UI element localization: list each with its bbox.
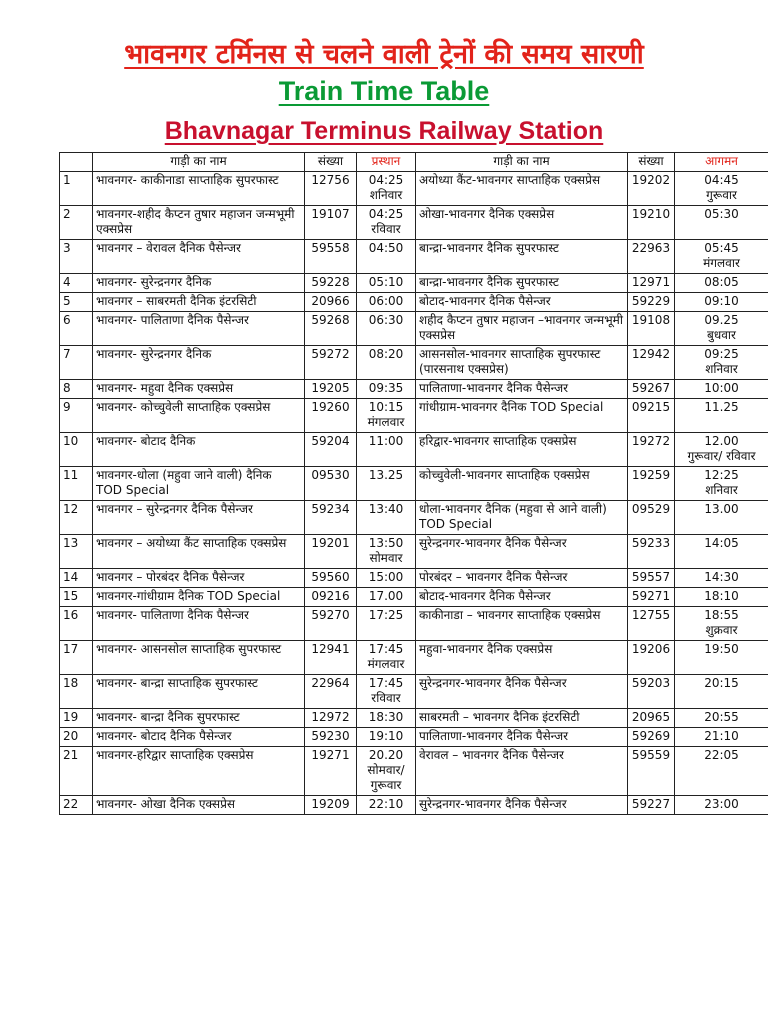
- table-row: [60, 501, 768, 535]
- arrival-train-number: 59559: [628, 747, 675, 796]
- arrival-train-name: सुरेन्द्रनगर-भावनगर दैनिक पैसेन्जर: [416, 675, 628, 709]
- arrival-time-cell: [675, 569, 768, 588]
- header-departure-train-name: गाड़ी का नाम: [93, 153, 305, 172]
- arrival-time: 21:10: [704, 729, 739, 743]
- arrival-time-cell: [675, 796, 768, 815]
- arrival-train-name: आसनसोल-भावनगर साप्ताहिक सुपरफास्ट (पारसनाथ एक्सप्रेस): [416, 346, 628, 380]
- header-arrival-train-name: गाड़ी का नाम: [416, 153, 628, 172]
- departure-time-cell: [357, 346, 416, 380]
- departure-time-cell: [357, 293, 416, 312]
- arrival-train-number: 59229: [628, 293, 675, 312]
- arrival-time-cell: [675, 433, 768, 467]
- departure-time: 05:10: [368, 275, 404, 289]
- table-row: [60, 641, 768, 675]
- serial-number: 18: [60, 675, 93, 709]
- departure-train-number: 19205: [305, 380, 357, 399]
- departure-time: 20.20: [368, 748, 404, 762]
- arrival-time-cell: [675, 728, 768, 747]
- departure-train-number: 09530: [305, 467, 357, 501]
- arrival-time: 14:30: [704, 570, 739, 584]
- arrival-train-name: हरिद्वार-भावनगर साप्ताहिक एक्सप्रेस: [416, 433, 628, 467]
- departure-time: 04:25: [368, 207, 404, 221]
- arrival-day: शुक्रवार: [705, 623, 738, 637]
- departure-train-number: 19107: [305, 206, 357, 240]
- arrival-train-number: 59203: [628, 675, 675, 709]
- table-row: [60, 709, 768, 728]
- departure-train-name: भावनगर- बान्द्रा साप्ताहिक सुपरफास्ट: [93, 675, 305, 709]
- serial-number: 5: [60, 293, 93, 312]
- serial-number: 16: [60, 607, 93, 641]
- serial-number: 20: [60, 728, 93, 747]
- departure-time-cell: [357, 433, 416, 467]
- arrival-train-number: 19206: [628, 641, 675, 675]
- departure-time: 06:30: [368, 313, 404, 327]
- departure-train-number: 19260: [305, 399, 357, 433]
- arrival-time: 20:55: [704, 710, 739, 724]
- arrival-time-cell: [675, 675, 768, 709]
- arrival-time-cell: [675, 535, 768, 569]
- table-row: [60, 206, 768, 240]
- serial-number: 22: [60, 796, 93, 815]
- serial-number: 8: [60, 380, 93, 399]
- serial-number: 10: [60, 433, 93, 467]
- arrival-train-number: 59233: [628, 535, 675, 569]
- departure-time: 10:15: [368, 400, 404, 414]
- departure-train-name: भावनगर- महुवा दैनिक एक्सप्रेस: [93, 380, 305, 399]
- arrival-time: 12.00: [704, 434, 739, 448]
- departure-train-number: 19271: [305, 747, 357, 796]
- serial-number: 1: [60, 172, 93, 206]
- arrival-train-name: शहीद कैप्टन तुषार महाजन –भावनगर जन्मभूमी एक्सप्रेस: [416, 312, 628, 346]
- arrival-time: 23:00: [704, 797, 739, 811]
- departure-time: 17.00: [368, 589, 404, 603]
- arrival-time-cell: [675, 747, 768, 796]
- arrival-train-name: बान्द्रा-भावनगर दैनिक सुपरफास्ट: [416, 274, 628, 293]
- departure-train-number: 59228: [305, 274, 357, 293]
- table-row: [60, 796, 768, 815]
- departure-time-cell: [357, 206, 416, 240]
- arrival-time: 05:45: [704, 241, 739, 255]
- serial-number: 2: [60, 206, 93, 240]
- header-arrival-time: आगमन: [675, 153, 768, 172]
- arrival-train-number: 19259: [628, 467, 675, 501]
- arrival-time-cell: [675, 467, 768, 501]
- serial-number: 19: [60, 709, 93, 728]
- table-row: [60, 312, 768, 346]
- departure-time: 18:30: [368, 710, 404, 724]
- departure-train-name: भावनगर- सुरेन्द्रनगर दैनिक: [93, 274, 305, 293]
- arrival-time: 11.25: [704, 400, 739, 414]
- departure-train-name: भावनगर- सुरेन्द्रनगर दैनिक: [93, 346, 305, 380]
- departure-time-cell: [357, 747, 416, 796]
- serial-number: 14: [60, 569, 93, 588]
- arrival-day: मंगलवार: [703, 256, 740, 270]
- departure-train-number: 12972: [305, 709, 357, 728]
- arrival-time-cell: [675, 274, 768, 293]
- table-row: [60, 172, 768, 206]
- arrival-time: 09:10: [704, 294, 739, 308]
- departure-train-number: 59270: [305, 607, 357, 641]
- departure-time-cell: [357, 728, 416, 747]
- arrival-train-number: 19108: [628, 312, 675, 346]
- departure-time-cell: [357, 675, 416, 709]
- arrival-train-number: 22963: [628, 240, 675, 274]
- departure-day: रविवार: [371, 691, 401, 705]
- departure-time: 09:35: [368, 381, 404, 395]
- departure-train-name: भावनगर- बान्द्रा दैनिक सुपरफास्ट: [93, 709, 305, 728]
- arrival-train-number: 12971: [628, 274, 675, 293]
- arrival-train-name: धोला-भावनगर दैनिक (महुवा से आने वाली) TOD Special: [416, 501, 628, 535]
- arrival-train-number: 19210: [628, 206, 675, 240]
- departure-train-name: भावनगर – वेरावल दैनिक पैसेन्जर: [93, 240, 305, 274]
- arrival-day: शनिवार: [705, 483, 738, 497]
- arrival-time: 22:05: [704, 748, 739, 762]
- table-row: [60, 380, 768, 399]
- table-row: [60, 535, 768, 569]
- serial-number: 6: [60, 312, 93, 346]
- arrival-train-number: 12942: [628, 346, 675, 380]
- departure-train-name: भावनगर-धोला (महुवा जाने वाली) दैनिक TOD Special: [93, 467, 305, 501]
- arrival-time: 18:10: [704, 589, 739, 603]
- header-sno: [60, 153, 93, 172]
- table-row: [60, 728, 768, 747]
- serial-number: 7: [60, 346, 93, 380]
- departure-train-number: 12941: [305, 641, 357, 675]
- table-row: [60, 240, 768, 274]
- arrival-time-cell: [675, 709, 768, 728]
- departure-train-name: भावनगर – पोरबंदर दैनिक पैसेन्जर: [93, 569, 305, 588]
- arrival-train-number: 59227: [628, 796, 675, 815]
- arrival-train-number: 59267: [628, 380, 675, 399]
- serial-number: 4: [60, 274, 93, 293]
- arrival-train-number: 59269: [628, 728, 675, 747]
- departure-train-number: 59558: [305, 240, 357, 274]
- arrival-time-cell: [675, 172, 768, 206]
- arrival-day: शनिवार: [705, 362, 738, 376]
- departure-train-number: 59230: [305, 728, 357, 747]
- arrival-train-name: अयोध्या कैंट-भावनगर साप्ताहिक एक्सप्रेस: [416, 172, 628, 206]
- departure-time: 19:10: [368, 729, 404, 743]
- departure-time-cell: [357, 467, 416, 501]
- arrival-train-name: बोटाद-भावनगर दैनिक पैसेन्जर: [416, 293, 628, 312]
- arrival-train-number: 12755: [628, 607, 675, 641]
- departure-train-name: भावनगर- काकीनाडा साप्ताहिक सुपरफास्ट: [93, 172, 305, 206]
- arrival-train-name: पालिताणा-भावनगर दैनिक पैसेन्जर: [416, 380, 628, 399]
- departure-time-cell: [357, 588, 416, 607]
- arrival-train-number: 20965: [628, 709, 675, 728]
- departure-train-number: 59272: [305, 346, 357, 380]
- arrival-train-name: साबरमती – भावनगर दैनिक इंटरसिटी: [416, 709, 628, 728]
- arrival-train-number: 19272: [628, 433, 675, 467]
- page-title-hindi: भावनगर टर्मिनस से चलने वाली ट्रेनों की समय सारणी: [124, 39, 644, 70]
- arrival-train-name: बान्द्रा-भावनगर दैनिक सुपरफास्ट: [416, 240, 628, 274]
- table-row: [60, 675, 768, 709]
- departure-time: 04:25: [368, 173, 404, 187]
- arrival-time: 09:25: [704, 347, 739, 361]
- departure-time-cell: [357, 709, 416, 728]
- table-row: [60, 747, 768, 796]
- departure-time-cell: [357, 312, 416, 346]
- serial-number: 9: [60, 399, 93, 433]
- departure-train-name: भावनगर- आसनसोल साप्ताहिक सुपरफास्ट: [93, 641, 305, 675]
- table-row: [60, 467, 768, 501]
- departure-time: 06:00: [368, 294, 404, 308]
- departure-day: शनिवार: [369, 188, 403, 202]
- departure-train-number: 59268: [305, 312, 357, 346]
- departure-train-number: 59234: [305, 501, 357, 535]
- header-departure-train-number: संख्या: [305, 153, 357, 172]
- arrival-time-cell: [675, 293, 768, 312]
- departure-time: 15:00: [368, 570, 404, 584]
- table-row: [60, 433, 768, 467]
- arrival-time: 04:45: [704, 173, 739, 187]
- departure-train-name: भावनगर- बोटाद दैनिक: [93, 433, 305, 467]
- arrival-time-cell: [675, 607, 768, 641]
- arrival-train-number: 09215: [628, 399, 675, 433]
- station-name: Bhavnagar Terminus Railway Station: [164, 117, 604, 145]
- arrival-train-name: बोटाद-भावनगर दैनिक पैसेन्जर: [416, 588, 628, 607]
- serial-number: 12: [60, 501, 93, 535]
- arrival-time: 18:55: [704, 608, 739, 622]
- departure-time-cell: [357, 796, 416, 815]
- header-arrival-train-number: संख्या: [628, 153, 675, 172]
- departure-train-number: 22964: [305, 675, 357, 709]
- departure-train-name: भावनगर- पालिताणा दैनिक पैसेन्जर: [93, 607, 305, 641]
- arrival-train-name: कोच्चुवेली-भावनगर साप्ताहिक एक्सप्रेस: [416, 467, 628, 501]
- arrival-train-name: सुरेन्द्रनगर-भावनगर दैनिक पैसेन्जर: [416, 796, 628, 815]
- departure-time: 13:40: [368, 502, 404, 516]
- arrival-train-name: पालिताणा-भावनगर दैनिक पैसेन्जर: [416, 728, 628, 747]
- departure-time-cell: [357, 569, 416, 588]
- serial-number: 11: [60, 467, 93, 501]
- arrival-time-cell: [675, 641, 768, 675]
- departure-train-name: भावनगर – सुरेन्द्रनगर दैनिक पैसेन्जर: [93, 501, 305, 535]
- arrival-train-number: 19202: [628, 172, 675, 206]
- departure-time-cell: [357, 399, 416, 433]
- departure-day: रविवार: [371, 222, 401, 236]
- arrival-time: 13.00: [704, 502, 739, 516]
- arrival-time-cell: [675, 380, 768, 399]
- table-row: [60, 346, 768, 380]
- departure-time: 04:50: [368, 241, 404, 255]
- arrival-time-cell: [675, 501, 768, 535]
- departure-time: 17:25: [368, 608, 404, 622]
- table-row: [60, 569, 768, 588]
- arrival-train-name: वेरावल – भावनगर दैनिक पैसेन्जर: [416, 747, 628, 796]
- table-row: [60, 274, 768, 293]
- header-departure-time: प्रस्थान: [357, 153, 416, 172]
- arrival-time: 12:25: [704, 468, 739, 482]
- arrival-day: गुरूवार/ रविवार: [687, 449, 756, 463]
- arrival-time-cell: [675, 346, 768, 380]
- departure-train-name: भावनगर- बोटाद दैनिक पैसेन्जर: [93, 728, 305, 747]
- arrival-train-name: गांधीग्राम-भावनगर दैनिक TOD Special: [416, 399, 628, 433]
- arrival-time: 19:50: [704, 642, 739, 656]
- arrival-time: 09.25: [704, 313, 739, 327]
- departure-train-number: 59204: [305, 433, 357, 467]
- departure-time: 08:20: [368, 347, 404, 361]
- departure-train-number: 09216: [305, 588, 357, 607]
- departure-time-cell: [357, 380, 416, 399]
- arrival-time: 08:05: [704, 275, 739, 289]
- table-row: [60, 399, 768, 433]
- departure-time-cell: [357, 274, 416, 293]
- departure-train-name: भावनगर-हरिद्वार साप्ताहिक एक्सप्रेस: [93, 747, 305, 796]
- table-row: [60, 293, 768, 312]
- arrival-time-cell: [675, 399, 768, 433]
- departure-train-number: 20966: [305, 293, 357, 312]
- departure-time-cell: [357, 501, 416, 535]
- arrival-train-name: काकीनाडा – भावनगर साप्ताहिक एक्सप्रेस: [416, 607, 628, 641]
- departure-train-number: 59560: [305, 569, 357, 588]
- departure-train-name: भावनगर- कोच्चुवेली साप्ताहिक एक्सप्रेस: [93, 399, 305, 433]
- departure-time: 22:10: [368, 797, 404, 811]
- departure-time: 13:50: [368, 536, 404, 550]
- serial-number: 17: [60, 641, 93, 675]
- page-title-english: Train Time Table: [278, 76, 490, 106]
- departure-train-number: 19201: [305, 535, 357, 569]
- departure-train-name: भावनगर- पालिताणा दैनिक पैसेन्जर: [93, 312, 305, 346]
- arrival-time-cell: [675, 312, 768, 346]
- arrival-time: 20:15: [704, 676, 739, 690]
- header-row: [60, 153, 768, 172]
- arrival-train-name: महुवा-भावनगर दैनिक एक्सप्रेस: [416, 641, 628, 675]
- departure-train-name: भावनगर-गांधीग्राम दैनिक TOD Special: [93, 588, 305, 607]
- arrival-train-name: ओखा-भावनगर दैनिक एक्सप्रेस: [416, 206, 628, 240]
- departure-train-name: भावनगर-शहीद कैप्टन तुषार महाजन जन्मभूमी एक्सप्रेस: [93, 206, 305, 240]
- departure-day: सोमवार/ गुरूवार: [367, 763, 405, 792]
- arrival-time: 05:30: [704, 207, 739, 221]
- departure-time: 13.25: [368, 468, 404, 482]
- departure-time-cell: [357, 240, 416, 274]
- arrival-train-number: 09529: [628, 501, 675, 535]
- table-row: [60, 588, 768, 607]
- departure-train-name: भावनगर- ओखा दैनिक एक्सप्रेस: [93, 796, 305, 815]
- arrival-train-name: सुरेन्द्रनगर-भावनगर दैनिक पैसेन्जर: [416, 535, 628, 569]
- departure-train-name: भावनगर – अयोध्या कैंट साप्ताहिक एक्सप्रेस: [93, 535, 305, 569]
- serial-number: 21: [60, 747, 93, 796]
- departure-time-cell: [357, 641, 416, 675]
- table-row: [60, 607, 768, 641]
- arrival-time: 14:05: [704, 536, 739, 550]
- serial-number: 13: [60, 535, 93, 569]
- departure-day: मंगलवार: [367, 657, 405, 671]
- arrival-day: बुधवार: [707, 328, 736, 342]
- departure-time: 17:45: [368, 642, 404, 656]
- arrival-day: गुरूवार: [706, 188, 737, 202]
- arrival-train-name: पोरबंदर – भावनगर दैनिक पैसेन्जर: [416, 569, 628, 588]
- departure-day: सोमवार: [369, 551, 403, 565]
- departure-day: मंगलवार: [367, 415, 405, 429]
- departure-train-name: भावनगर – साबरमती दैनिक इंटरसिटी: [93, 293, 305, 312]
- departure-time: 17:45: [368, 676, 404, 690]
- departure-time-cell: [357, 607, 416, 641]
- departure-time-cell: [357, 535, 416, 569]
- serial-number: 15: [60, 588, 93, 607]
- arrival-train-number: 59271: [628, 588, 675, 607]
- timetable: [59, 152, 768, 815]
- timetable-body: [60, 172, 768, 815]
- arrival-time-cell: [675, 240, 768, 274]
- arrival-time-cell: [675, 206, 768, 240]
- arrival-train-number: 59557: [628, 569, 675, 588]
- arrival-time-cell: [675, 588, 768, 607]
- departure-time: 11:00: [368, 434, 404, 448]
- departure-train-number: 12756: [305, 172, 357, 206]
- serial-number: 3: [60, 240, 93, 274]
- departure-time-cell: [357, 172, 416, 206]
- arrival-time: 10:00: [704, 381, 739, 395]
- departure-train-number: 19209: [305, 796, 357, 815]
